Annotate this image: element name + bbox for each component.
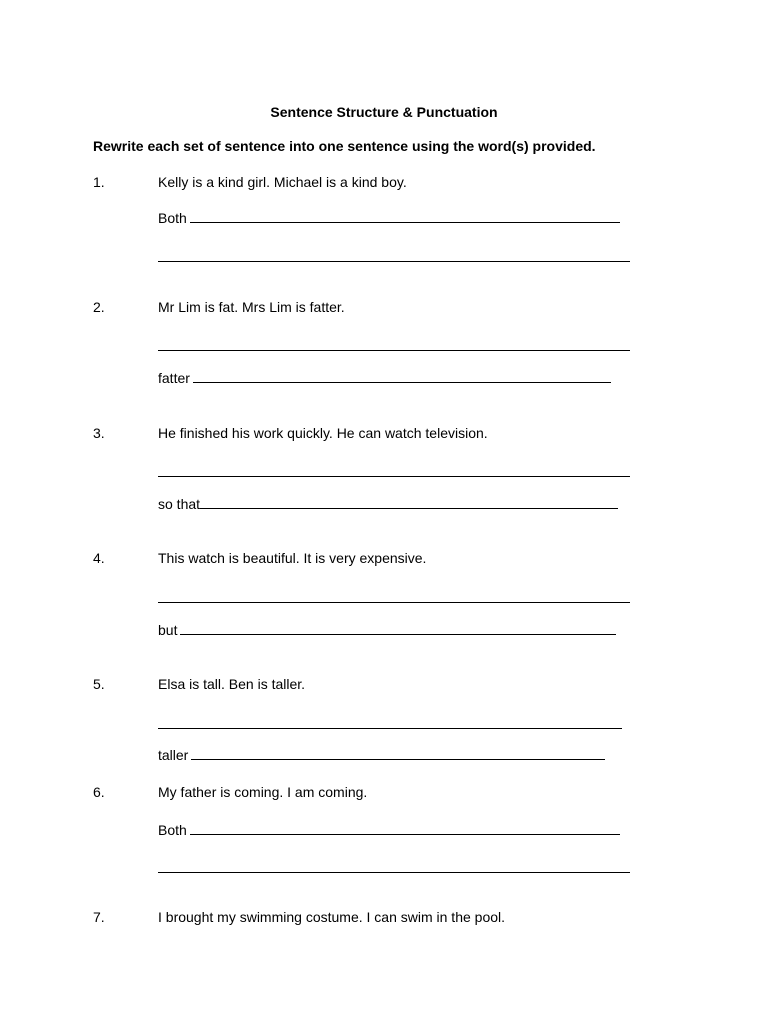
question-sentence: I brought my swimming costume. I can swim in the pool. bbox=[158, 909, 506, 925]
question-sentence: This watch is beautiful. It is very expensive. bbox=[158, 550, 427, 566]
question-number: 6. bbox=[93, 784, 105, 800]
answer-blank-line[interactable] bbox=[158, 602, 630, 603]
blank-underline bbox=[193, 370, 611, 383]
answer-line[interactable] bbox=[158, 822, 620, 838]
question-number: 3. bbox=[93, 425, 105, 441]
blank-underline bbox=[180, 622, 616, 635]
question-sentence: My father is coming. I am coming. bbox=[158, 784, 368, 800]
question-number: 2. bbox=[93, 299, 105, 315]
answer-prompt: fatter bbox=[158, 370, 190, 386]
answer-prompt: taller bbox=[158, 747, 189, 763]
question-sentence: Mr Lim is fat. Mrs Lim is fatter. bbox=[158, 299, 345, 315]
question-sentence: Elsa is tall. Ben is taller. bbox=[158, 676, 306, 692]
answer-prompt: so that bbox=[158, 496, 201, 512]
answer-line[interactable] bbox=[158, 622, 616, 638]
worksheet-title: Sentence Structure & Punctuation bbox=[270, 104, 498, 120]
question-number: 4. bbox=[93, 550, 105, 566]
worksheet-instruction: Rewrite each set of sentence into one sentence using the word(s) provided. bbox=[93, 138, 596, 154]
answer-prompt: but bbox=[158, 622, 178, 638]
answer-line[interactable] bbox=[158, 496, 618, 512]
answer-blank-line[interactable] bbox=[158, 728, 622, 729]
answer-blank-line[interactable] bbox=[158, 476, 630, 477]
blank-underline bbox=[190, 210, 620, 223]
answer-prompt: Both bbox=[158, 210, 187, 226]
answer-blank-line[interactable] bbox=[158, 261, 630, 262]
answer-blank-line[interactable] bbox=[158, 350, 630, 351]
question-sentence: Kelly is a kind girl. Michael is a kind boy. bbox=[158, 174, 407, 190]
blank-underline bbox=[190, 822, 620, 835]
blank-underline bbox=[191, 747, 605, 760]
question-number: 5. bbox=[93, 676, 105, 692]
question-number: 7. bbox=[93, 909, 105, 925]
question-number: 1. bbox=[93, 174, 105, 190]
answer-blank-line[interactable] bbox=[158, 872, 630, 873]
blank-underline bbox=[200, 496, 618, 509]
answer-line[interactable] bbox=[158, 747, 605, 763]
answer-prompt: Both bbox=[158, 822, 187, 838]
answer-line[interactable] bbox=[158, 370, 611, 386]
question-sentence: He finished his work quickly. He can watch television. bbox=[158, 425, 488, 441]
answer-line[interactable] bbox=[158, 210, 620, 226]
